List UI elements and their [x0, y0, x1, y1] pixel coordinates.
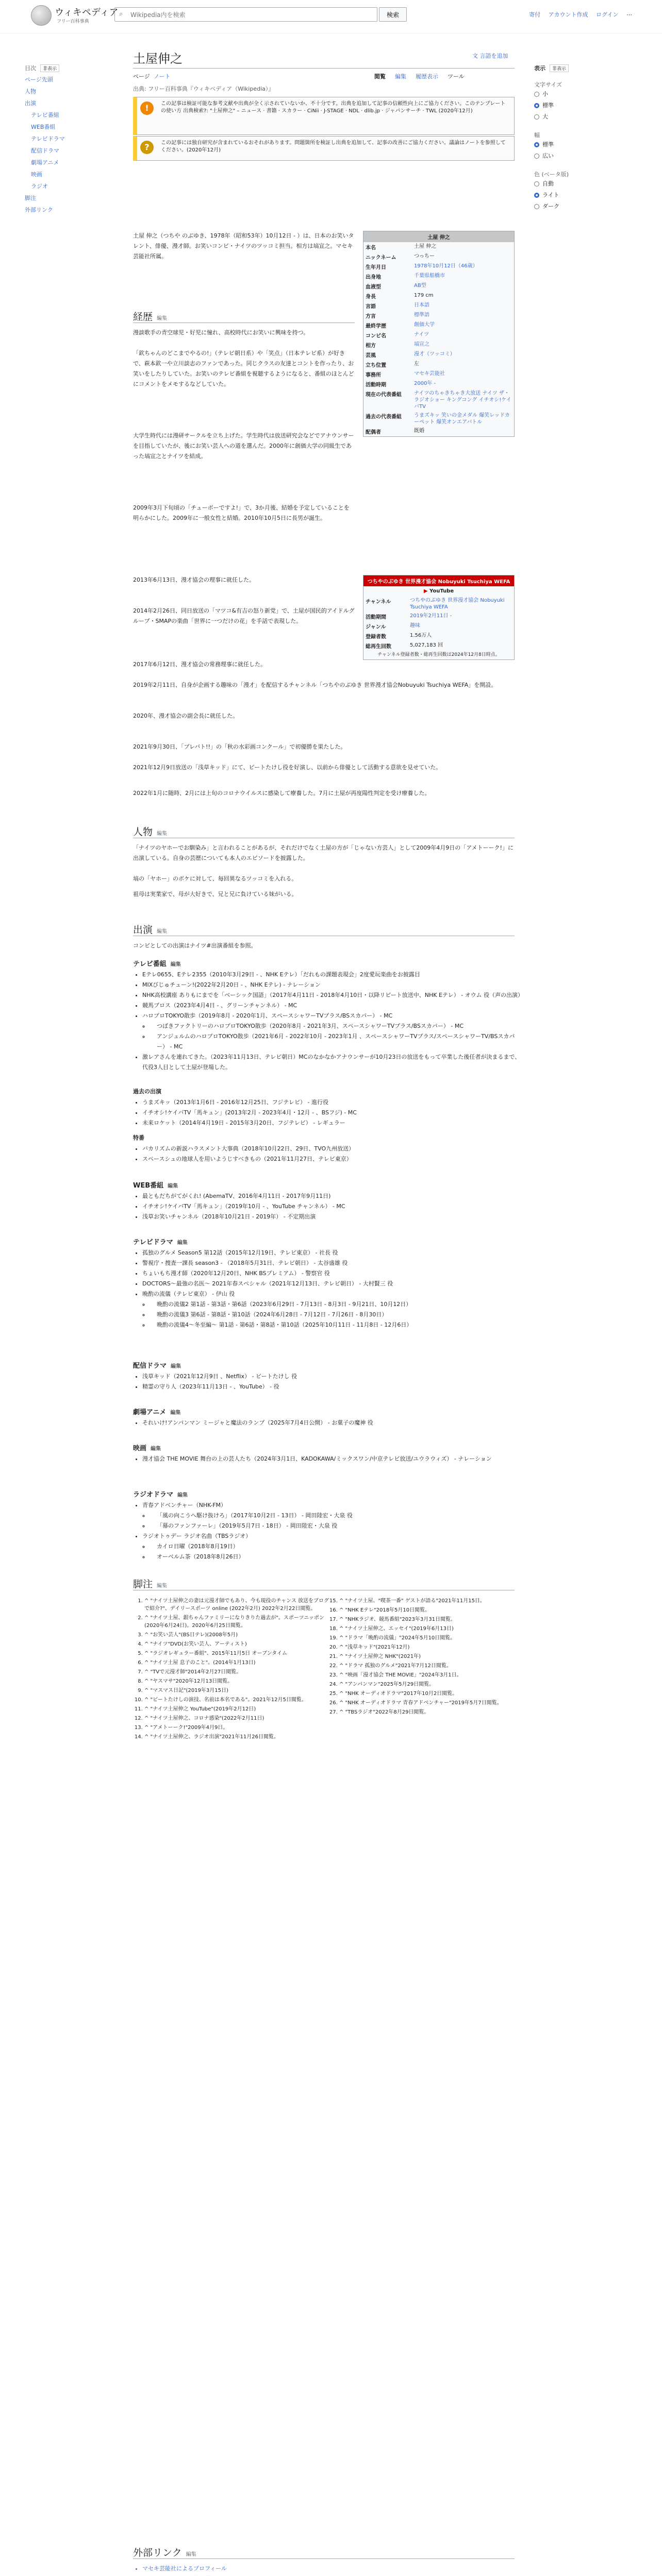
external-link[interactable]: • マセキ芸能社によるプロフィール	[142, 2564, 524, 2574]
list-item: • 未来ロケット（2014年4月19日 - 2015年3月20日、フジテレビ） - レギュラー	[142, 1118, 524, 1128]
list-item: ◦ 晩酌の流儀4〜冬至編〜 第1話 - 第6話・第8話・第10話（2025年10月11日 - 11月8日 - 12月6日）	[150, 1320, 524, 1330]
person-paragraph: 「ナイツのヤホーでお馴染み」と言われることがあるが、それだけでなく土屋の方が「じゃない方芸人」として2009年4月9日の「アメトーーク!」に出演している。自身の芸歴についても本人のエピソードを披露した。	[133, 844, 514, 861]
reference-item: 10. ^ "ビートたけしの演技、名前は本名である"。2021年12月5日閲覧。	[144, 1696, 330, 1704]
donate-link[interactable]: 寄付	[529, 11, 541, 18]
tv-past-list	[133, 1097, 524, 1128]
reference-item: 15. ^ "ナイツ土屋、"喫茶一番" ゲストが語る"2021年11月15日。	[339, 1597, 525, 1605]
reference-item: 3. ^ "お笑い芸人"(BS日テレ)(2008年5月)	[144, 1631, 330, 1639]
movie-heading: 映画 編集	[133, 1445, 161, 1452]
external-links-list	[133, 2564, 524, 2576]
add-language-button[interactable]: 文 言語を追加	[472, 53, 508, 59]
create-account-link[interactable]: アカウント作成	[548, 11, 588, 18]
infobox-value: マセキ芸能社	[414, 371, 445, 377]
channel-link[interactable]: つちやのぶゆき 世界漫才協会 Nobuyuki Tsuchiya WEFA	[410, 598, 505, 610]
list-item: • 浅草キッド（2021年12月9日 、Netflix） - ビートたけし 役	[142, 1371, 524, 1382]
citation-notice	[133, 97, 515, 135]
list-item: • イチオシ!ケイバTV「馬キュン」(2013年2月 - 2023年4月・12月 - 、BSフジ) - MC	[142, 1108, 524, 1118]
infobox-value: 標準語	[414, 312, 429, 318]
infobox-key: ニックネーム	[366, 255, 396, 261]
toc-item[interactable]: テレビ番組	[31, 112, 59, 118]
toc-item[interactable]: テレビドラマ	[31, 135, 65, 142]
infobox-value: 既婚	[414, 428, 424, 434]
infobox-key: コンビ名	[366, 333, 386, 339]
list-item: ◦ 晩酌の流儀2 第1話 - 第3話・第6話（2023年6月29日 - 7月13日 - 8月3日 - 9月21日、10月12日）	[150, 1299, 524, 1310]
tv-special-heading: 特番	[133, 1134, 144, 1141]
reference-item: 11. ^ "ナイツ土屋伸之 YouTube"(2019年2月12日)	[144, 1705, 330, 1713]
infobox-key: 最終学歴	[366, 324, 386, 329]
toc-item[interactable]: 配信ドラマ	[31, 147, 59, 154]
citation-notice-text: この記事は検証可能な参考文献や出典が全く示されていないか、不十分です。出典を追加して記事の信頼性向上にご協力ください。このテンプレートの使い方 出典検索?: "土屋伸之" – ニュース · 書籍 · スカラー · CiNii · J-STAGE · NDL · dlib.jp · ジャパンサーチ · TWL (2020年12月)	[161, 101, 506, 114]
career-paragraph: 2009年3月下旬頃の「チューボーですよ!」で、3か月後、結婚を予定していることを明らかにした。2009年に一般女性と結婚。2010年10月5日に長男が誕生。	[133, 504, 350, 521]
search-icon: ⌕	[119, 10, 123, 18]
reference-item: 4. ^ "ナイツ"DVD(お笑い芸人、アーティスト)	[144, 1640, 330, 1648]
original-research-text: この記事には独自研究が含まれているおそれがあります。問題箇所を検証し出典を追加して、記事の改善にご協力ください。議論はノートを参照してください。(2020年12月)	[161, 140, 506, 153]
infobox-key: 身長	[366, 294, 376, 300]
career-paragraph: 2019年2月11日、自身が企画する趣味の「漫才」を配信するチャンネル「つちやのぶゆき 世界漫才協会Nobuyuki Tsuchiya WEFA」を開設。	[133, 682, 497, 688]
list-item: ◦ 「風の向こうへ駆け抜けろ」（2017年10月2日 - 13日） - 岡田陸宏・大泉 役	[150, 1511, 524, 1521]
reference-item: 26. ^ "NHK オーディオドラマ 青春アドベンチャー"2019年5月7日閲覧。	[339, 1699, 525, 1707]
list-item: • それいけ!アンパンマン ミージャと魔法のランプ（2025年7月4日公開） - お菓子の魔神 役	[142, 1418, 524, 1428]
reference-item: 9. ^ "マスマス日記"(2019年3月15日)	[144, 1687, 330, 1694]
infobox-value: 塙宣之	[414, 342, 429, 347]
list-item: ◦ 「幕のファンファーレ」（2019年5月7日 - 18日） - 岡田陸宏・大泉 役	[150, 1521, 524, 1531]
reference-item: 22. ^ "ドラマ 孤独のグルメ"2021年7月12日閲覧。	[339, 1662, 525, 1670]
radio-selected-icon	[534, 142, 539, 147]
youtube-box-title: つちやのぶゆき 世界漫才協会 Nobuyuki Tsuchiya WEFA	[363, 575, 514, 586]
toc-sidebar	[25, 64, 87, 217]
section-appearance-heading: 出演 編集	[133, 924, 168, 936]
text-size-small[interactable]: 小	[534, 89, 637, 100]
references-right	[328, 1597, 525, 1718]
edit-link[interactable]: 編集	[186, 2552, 196, 2557]
edit-link[interactable]: 編集	[157, 1583, 168, 1589]
edit-link[interactable]: 編集	[157, 316, 168, 321]
infobox-value: 日本語	[414, 302, 429, 308]
infobox-value: 179 cm	[414, 293, 434, 298]
page-tabs	[133, 70, 515, 81]
edit-link[interactable]: 編集	[170, 962, 181, 968]
search-button[interactable]: 検索	[379, 7, 407, 22]
logo-subtitle: フリー百科事典	[57, 19, 89, 24]
list-item: • 最ともだちがてがくれ! (AbemaTV、2016年4月11日 - 2017年9月11日)	[142, 1191, 524, 1201]
reference-item: 23. ^ "映画「漫才協会 THE MOVIE」"2024年3月1日。	[339, 1671, 525, 1679]
edit-link[interactable]: 編集	[151, 1446, 161, 1452]
infobox-value: 左	[414, 361, 419, 367]
magnifier-icon: ?	[140, 141, 154, 154]
infobox-key: 生年月日	[366, 265, 386, 270]
infobox-key: 配偶者	[366, 430, 381, 435]
language-icon: 文	[472, 53, 478, 59]
list-item: • Eテレ0655、Eテレ2355（2010年3月29日 - 、NHK Eテレ）「だれもの課題表現会」2度愛玩楽曲をお披露目	[142, 970, 524, 980]
tab-tools[interactable]: ツール	[448, 73, 465, 80]
list-item: ◦ 晩酌の流儀3 第6話 - 第8話・第10話（2024年6月28日 - 7月12日 - 7月26日 - 8月30日）	[150, 1310, 524, 1320]
radio-icon	[534, 154, 539, 159]
list-item: • スペースシュの地球人を用いようじすべきもの（2021年11月27日、テレビ東京）	[142, 1154, 524, 1164]
list-item: • ちょいもち漫才師（2020年12月20日、NHK BSプレミアム） - 警察官 役	[142, 1268, 524, 1279]
site-header	[0, 0, 662, 33]
reference-item: 6. ^ "ナイツ土屋 息子のこと"。(2014年1月13日)	[144, 1659, 330, 1667]
infobox-key: 立ち位置	[366, 363, 386, 368]
edit-link[interactable]: 編集	[177, 1240, 188, 1246]
section-person-heading: 人物 編集	[133, 826, 168, 838]
radio-icon	[534, 181, 539, 187]
text-size-label: 文字サイズ	[534, 81, 562, 88]
original-research-notice	[133, 136, 515, 161]
infobox-value: 創価大学	[414, 322, 435, 328]
toc-item[interactable]: ラジオ	[31, 183, 48, 190]
warning-icon: !	[140, 101, 154, 115]
infobox-key: 過去の代表番組	[366, 414, 402, 420]
list-item: • バカリズムの新説ハラスメント大事典（2018年10月22日、29日、TVO九州放送）	[142, 1144, 524, 1154]
toc-title: 目次	[25, 65, 36, 72]
edit-link[interactable]: 編集	[168, 1183, 178, 1189]
logo-title[interactable]: ウィキペディア	[55, 7, 119, 18]
width-wide[interactable]: 広い	[534, 150, 637, 162]
edit-link[interactable]: 編集	[157, 831, 168, 837]
infobox-value: 漫才（ツッコミ）	[414, 351, 455, 357]
career-paragraph: 「欽ちゃんのどこまでやるの!」（テレビ朝日系）や「笑点」（日本テレビ系）が好きで、萩本欽一や立川談志のファンであった。同じクラスの友達とコントを作ったり、お笑いをしたりしていた。お笑いのテレビ番組を視聴するようになると、番組のほとんどにコメントをメモするなどしていた。	[133, 350, 354, 387]
infobox-value: 土屋 伸之	[414, 244, 437, 249]
radio-selected-icon	[534, 193, 539, 198]
login-link[interactable]: ログイン	[596, 11, 619, 18]
list-item: ◦ アンジュルムのハロプロTOKYO散歩（2021年6月 - 2022年10月 - 2023年1月 、スペースシャワーTVプラス/スペースシャワーTV/BSスカパー） - MC	[150, 1031, 524, 1052]
search-box[interactable]	[114, 7, 377, 22]
external-link[interactable]	[142, 2574, 524, 2576]
list-item: • 晩酌の流儀（テレビ東京） - 伊山 役	[142, 1289, 524, 1299]
list-item: • 孤独のグルメ Season5 第12話（2015年12月19日、テレビ東京） - 社長 役	[142, 1248, 524, 1258]
infobox-value: 千葉県船橋市	[414, 273, 445, 279]
toc-item[interactable]: 出演	[25, 100, 36, 107]
list-item: • 激レアさんを連れてきた。（2023年11月13日、テレビ朝日）MCのなかなかアナウンサーが10月23日の放送をもって卒業した後任者が決まるまで、代役3人目として土屋が登場した。	[142, 1052, 524, 1073]
tv-past-heading: 過去の出演	[133, 1088, 161, 1095]
more-icon[interactable]: ⋯	[626, 11, 632, 18]
play-icon: ▶	[423, 588, 428, 594]
reference-item: 19. ^ "ドラマ「晩酌の流儀」"2024年5月10日閲覧。	[339, 1634, 525, 1642]
stream-list	[133, 1371, 524, 1392]
person-paragraph: 塙の「ヤホー」のボケに対して、毎回異なるツッコミを入れる。	[133, 875, 297, 882]
infobox-value: つっちー	[414, 253, 435, 259]
appearance-panel	[534, 64, 637, 212]
web-list	[133, 1191, 524, 1222]
text-size-large[interactable]: 大	[534, 111, 637, 123]
reference-item: 16. ^ "NHK Eテレ"2018年5月10日閲覧。	[339, 1606, 525, 1614]
infobox-key: 血液型	[366, 284, 381, 290]
career-paragraph: 2014年2月26日、同日放送の「マツコ&有吉の怒り新党」で、土屋が国民的アイドルグループ・SMAPの楽曲「世界に一つだけの花」を手話で表現した。	[133, 607, 355, 624]
tab-edit[interactable]: 編集	[395, 73, 406, 80]
list-item: ◦ カイロ日曜（2018年8月19日）	[150, 1541, 524, 1552]
toc-item[interactable]: 劇場アニメ	[31, 159, 59, 166]
toc-item[interactable]: 脚注	[25, 195, 36, 201]
career-paragraph: 2021年12月9日放送の「浅草キッド」にて、ビートたけし役を好演し、以前から俳優として活動する意欲を見せていた。	[133, 764, 442, 771]
lead-paragraph: 土屋 伸之（つちや のぶゆき、1978年（昭和53年）10月12日 - ）は、日本のお笑いタレント、俳優、漫才師。お笑いコンビ・ナイツのツッコミ担当。相方は塙宣之。マセキ芸能社所属。	[133, 232, 354, 260]
infobox-key: 芸風	[366, 353, 376, 359]
radio-icon	[534, 114, 539, 120]
stream-heading: 配信ドラマ 編集	[133, 1362, 181, 1370]
career-paragraph: 2013年6月13日、漫才協会の理事に就任した。	[133, 577, 255, 583]
tab-talk[interactable]: ノート	[154, 73, 171, 80]
section-notes-heading: 脚注 編集	[133, 1579, 168, 1590]
infobox-key: 言語	[366, 304, 376, 310]
color-label: 色 (ベータ版)	[534, 171, 569, 178]
page-title: 土屋伸之	[133, 52, 183, 66]
search-input[interactable]	[129, 9, 338, 21]
infobox-key: 本名	[366, 245, 376, 251]
radio-list	[133, 1500, 524, 1562]
infobox-value: うまズキッ 笑いの金メダル 爆笑レッドカーペット 爆笑オンエアバトル	[414, 413, 510, 425]
anime-heading: 劇場アニメ 編集	[133, 1409, 181, 1416]
reference-item: 18. ^ "ナイツ土屋伸之、エッセイ"(2019年6月13日)	[339, 1625, 525, 1633]
infobox	[363, 231, 515, 437]
infobox-value: 2000年 -	[414, 381, 436, 386]
personal-tools	[523, 10, 632, 19]
infobox-key: 相方	[366, 343, 376, 349]
infobox-value: ナイツ	[414, 332, 429, 337]
reference-item: 17. ^ "NHKラジオ、競馬番組"2023年3月31日閲覧。	[339, 1616, 525, 1623]
infobox-key: 出身地	[366, 275, 381, 280]
career-paragraph: 2021年9月30日、「プレバト!!」の「秋の水彩画コンクール」で初優勝を果たした。	[133, 743, 346, 750]
references-left	[133, 1597, 330, 1742]
list-item: ◦ オーベルム茶（2018年8月26日）	[150, 1552, 524, 1562]
movie-list	[133, 1454, 524, 1464]
drama-heading: テレビドラマ 編集	[133, 1239, 188, 1246]
section-divider	[133, 2558, 515, 2559]
list-item: • ハロプロTOKYO散歩（2019年8月 - 2020年1月、スペースシャワーTVプラス/BSスカパー） - MC	[142, 1011, 524, 1021]
radio-selected-icon	[534, 103, 539, 108]
reference-item: 13. ^ "アメトーーク!"2009年4月9日。	[144, 1724, 330, 1732]
reference-item: 1. ^ "ナイツ土屋伸之の妻は元漫才師でもあり、今も現役のチャンス 放送をブログで紹介?"、デイリースポーツ online (2022年2月) 2022年2月22日閲覧。	[144, 1597, 330, 1613]
infobox-key: 事務所	[366, 372, 381, 378]
reference-item: 14. ^ "ナイツ土屋伸之、ラジオ出演"2021年11月26日閲覧。	[144, 1733, 330, 1741]
tv-heading: テレビ番組 編集	[133, 960, 181, 968]
width-standard[interactable]: 標準	[534, 139, 637, 150]
infobox-value: 1978年10月12日（46歳）	[414, 263, 478, 269]
radio-icon	[534, 204, 539, 209]
list-item: • MIXびじゅチューン!(2022年2月20日 - 、NHK Eテレ) - ナレーション	[142, 980, 524, 990]
tagline: 出典: フリー百科事典『ウィキペディア（Wikipedia）』	[133, 86, 274, 92]
title-divider	[133, 68, 515, 69]
list-item: • 漫才協会 THE MOVIE 舞台の上の芸人たち（2024年3月1日、KADOKAWA/ミックスワン/中京テレビ放送/ユウラウィズ） - ナレーション	[142, 1454, 524, 1464]
reference-item: 7. ^ "TVで元漫才師"2014年2月27日閲覧。	[144, 1668, 330, 1676]
tv-special-list	[133, 1144, 524, 1164]
career-paragraph: 2020年、漫才協会の副会長に就任した。	[133, 713, 238, 719]
edit-link[interactable]: 編集	[171, 1364, 181, 1369]
reference-item: 5. ^ "ラジオレギュラー番組"、2015年11月5日 オーブンタイム	[144, 1650, 330, 1657]
toc-item[interactable]: ページ先頭	[25, 76, 53, 83]
list-item: • うまズキッ（2013年1月6日 - 2016年12月25日、フジテレビ） - 進行役	[142, 1097, 524, 1108]
toc-item[interactable]: WEB番組	[31, 124, 56, 130]
reference-item: 25. ^ "NHK オーディオドラマ"2017年10月2日閲覧。	[339, 1690, 525, 1698]
infobox-key: 現在の代表番組	[366, 392, 402, 398]
list-item: • イチオシ!ケイバTV「馬キュン」（2019年10月 - 、YouTube チャンネル） - MC	[142, 1201, 524, 1212]
appearance-hide-button[interactable]: 非表示	[550, 64, 569, 72]
list-item: ◦ つばきファクトリーのハロプロTOKYO散歩（2020年8月 - 2021年3月、スペースシャワーTVプラス/BSスカパー） - MC	[150, 1021, 524, 1031]
tab-history[interactable]: 履歴表示	[416, 73, 438, 80]
career-paragraph: 大学生時代には漫研サークルを立ち上げた。学生時代は放送研究会などでアナウンサーを目指していたが、後にお笑い芸人への道を選んだ。2000年に創価大学の同級生であった塙宣之とナイツを結成。	[133, 432, 354, 460]
list-item: • ラジオトゥデー ラジオ名曲（TBSラジオ）	[142, 1531, 524, 1541]
appearance-title: 表示	[534, 65, 545, 72]
list-item: • 浅草お笑いチャンネル（2018年10月21日 - 2019年） - 不定期出演	[142, 1212, 524, 1222]
radio-heading: ラジオドラマ 編集	[133, 1491, 188, 1499]
career-paragraph: 2017年6月12日、漫才協会の常務理事に就任した。	[133, 661, 266, 668]
color-dark[interactable]: ダーク	[534, 201, 637, 212]
reference-item: 12. ^ "ナイツ土屋伸之、コロナ感染"(2022年2月11日)	[144, 1715, 330, 1722]
career-paragraph: 2022年1月に随時、2月には上旬のコロナウイルスに感染して療養した。7月に土屋が再度陽性判定を受け療養した。	[133, 790, 431, 796]
color-auto[interactable]: 自動	[534, 178, 637, 190]
tab-read[interactable]: 閲覧	[374, 73, 386, 80]
width-label: 幅	[534, 132, 540, 139]
reference-item: 21. ^ "ナイツ土屋伸之 NHK"(2021年)	[339, 1653, 525, 1660]
list-item: • 競馬ブロス（2023年4月4日 - 、グリーンチャンネル） - MC	[142, 1001, 524, 1011]
wikipedia-globe-logo[interactable]	[31, 5, 52, 26]
list-item: • 青春アドベンチャー（NHK-FM）	[142, 1500, 524, 1511]
toc-hide-button[interactable]: 非表示	[40, 64, 59, 72]
infobox-key: 活動時期	[366, 382, 386, 388]
anime-list	[133, 1418, 524, 1428]
toc-item[interactable]: 映画	[31, 171, 42, 178]
edit-link[interactable]: 編集	[177, 1493, 188, 1498]
infobox-value: AB型	[414, 283, 426, 289]
infobox-title: 土屋 伸之	[363, 231, 514, 242]
youtube-infobox: つちやのぶゆき 世界漫才協会 Nobuyuki Tsuchiya WEFA ▶ YouTube チャンネル つちやのぶゆき 世界漫才協会 Nobuyuki Tsuchiya WEFA 活動期間 2019年2月11日 - ジャンル 趣味 登録者数 1.56万人 総再生回数 5,027,183 回 チャンネル登録者数・総再生回数は2024年12月8日時点。	[363, 575, 515, 660]
reference-item: 20. ^ "浅草キッド"(2021年12月)	[339, 1643, 525, 1651]
reference-item: 24. ^ "アンパンマン"2025年5月29日閲覧。	[339, 1681, 525, 1688]
youtube-logo: ▶ YouTube	[423, 588, 454, 594]
tab-page[interactable]: ページ	[133, 73, 150, 80]
edit-link[interactable]: 編集	[157, 929, 168, 935]
edit-link[interactable]: 編集	[170, 1410, 181, 1416]
list-item: • NHK高校講座 ありもにまでを「ベーシック国語」（2017年4月11日 - 2018年4月10日・以降リピート放送中、NHK Eテレ） - オウム 役（声の出演）	[142, 990, 524, 1001]
list-item: • 警視庁・捜査一課長 season3 - （2018年5月31日、テレビ朝日） - 太谷盛雄 役	[142, 1258, 524, 1268]
list-item: • 精霊の守り人（2023年11月13日 - 、YouTube） - 役	[142, 1382, 524, 1392]
toc-item[interactable]: 人物	[25, 88, 36, 95]
person-paragraph: 祖母は実業家で、母が大好きで、兄と兄に負けている妹がいる。	[133, 891, 297, 897]
web-heading: WEB番組 編集	[133, 1182, 178, 1190]
career-paragraph: 漫談歌手の青空球児・好児に憧れ、高校時代にお笑いに興味を持つ。	[133, 329, 309, 336]
infobox-value: ナイツのちゃきちゃき大放送 ナイツ ザ・ラジオショー キングコング イチオシ!ケイバTV	[414, 391, 511, 410]
radio-icon	[534, 92, 539, 97]
drama-list	[133, 1248, 524, 1330]
reference-item: 8. ^ "ヤスマサ"2020年12月13日閲覧。	[144, 1677, 330, 1685]
toc-item[interactable]: 外部リンク	[25, 207, 53, 213]
color-light[interactable]: ライト	[534, 190, 637, 201]
list-item: • DOCTORS〜最強の名医〜 2021年春スペシャル（2021年12月13日、テレビ朝日） - 大村賢三 役	[142, 1279, 524, 1289]
appearance-intro: コンビとしての出演はナイツ#出演番組を参照。	[133, 942, 257, 949]
infobox-key: 方言	[366, 314, 376, 319]
section-links-heading: 外部リンク 編集	[133, 2547, 196, 2558]
text-size-standard[interactable]: 標準	[534, 100, 637, 111]
reference-item: 27. ^ "TBSラジオ"2022年8月29日閲覧。	[339, 1708, 525, 1716]
reference-item: 2. ^ "ナイツ土屋、銀ちゃんファミリーになりきりた過去が"。スポーツニッポン (2020年6月24日)。2020年6月25日閲覧。	[144, 1614, 330, 1630]
section-career-heading: 経歴 編集	[133, 311, 168, 323]
tv-list	[133, 970, 524, 1073]
